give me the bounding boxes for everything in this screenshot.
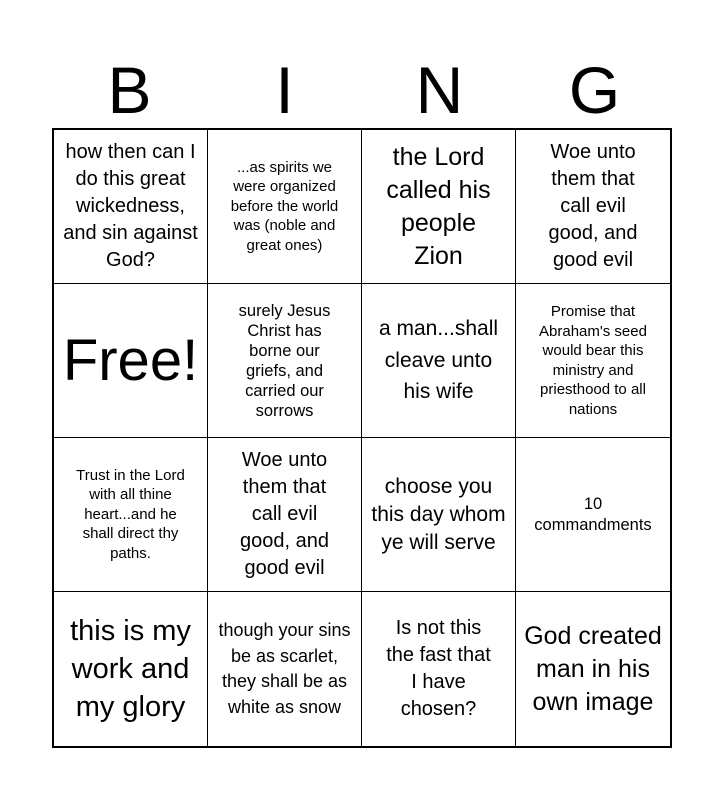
free-space-label: Free! xyxy=(62,327,199,393)
cell-text: how then can I do this great wickedness, and sin against God? xyxy=(63,141,198,271)
cell-text: Is not this the fast that I have chosen? xyxy=(386,617,491,720)
bingo-cell[interactable] xyxy=(208,284,362,438)
header-letter-i: I xyxy=(275,53,294,127)
bingo-header xyxy=(52,52,672,128)
bingo-cell[interactable] xyxy=(54,130,208,284)
bingo-cell[interactable] xyxy=(362,438,516,592)
bingo-cell[interactable] xyxy=(516,130,670,284)
cell-text: Trust in the Lord with all thine heart...and he shall direct thy paths. xyxy=(76,466,185,562)
cell-text: Woe unto them that call evil good, and good evil xyxy=(548,141,638,271)
bingo-cell[interactable] xyxy=(208,130,362,284)
header-letter-n: N xyxy=(415,53,464,127)
cell-text: ...as spirits we were organized before the world was (noble and great ones) xyxy=(230,158,339,254)
cell-text: a man...shall cleave unto his wife xyxy=(378,317,499,404)
bingo-cell[interactable] xyxy=(208,592,362,746)
bingo-cell[interactable] xyxy=(516,438,670,592)
bingo-cell[interactable] xyxy=(362,592,516,746)
header-letter-b: B xyxy=(107,53,152,127)
cell-text: surely Jesus Christ has borne our griefs, and carried our sorrows xyxy=(238,301,331,420)
bingo-cell[interactable] xyxy=(54,592,208,746)
cell-text: 10 commandments xyxy=(534,494,652,534)
bingo-cell[interactable] xyxy=(208,438,362,592)
cell-text: the Lord called his people Zion xyxy=(386,142,491,270)
bingo-cell[interactable] xyxy=(362,284,516,438)
bingo-card xyxy=(52,128,672,748)
header-letter-g: G xyxy=(568,53,621,127)
cell-text: though your sins be as scarlet, they shall be as white as snow xyxy=(218,620,351,717)
bingo-cell[interactable] xyxy=(54,438,208,592)
bingo-cell[interactable] xyxy=(516,284,670,438)
cell-text: choose you this day whom ye will serve xyxy=(371,474,506,554)
cell-text: this is my work and my glory xyxy=(70,615,191,723)
cell-text: Promise that Abraham's seed would bear this ministry and priesthood to all nations xyxy=(539,303,647,418)
bingo-cell[interactable] xyxy=(516,592,670,746)
free-space[interactable] xyxy=(54,284,208,438)
cell-text: Woe unto them that call evil good, and good evil xyxy=(240,449,329,579)
bingo-cell[interactable] xyxy=(362,130,516,284)
cell-text: God created man in his own image xyxy=(524,621,662,716)
